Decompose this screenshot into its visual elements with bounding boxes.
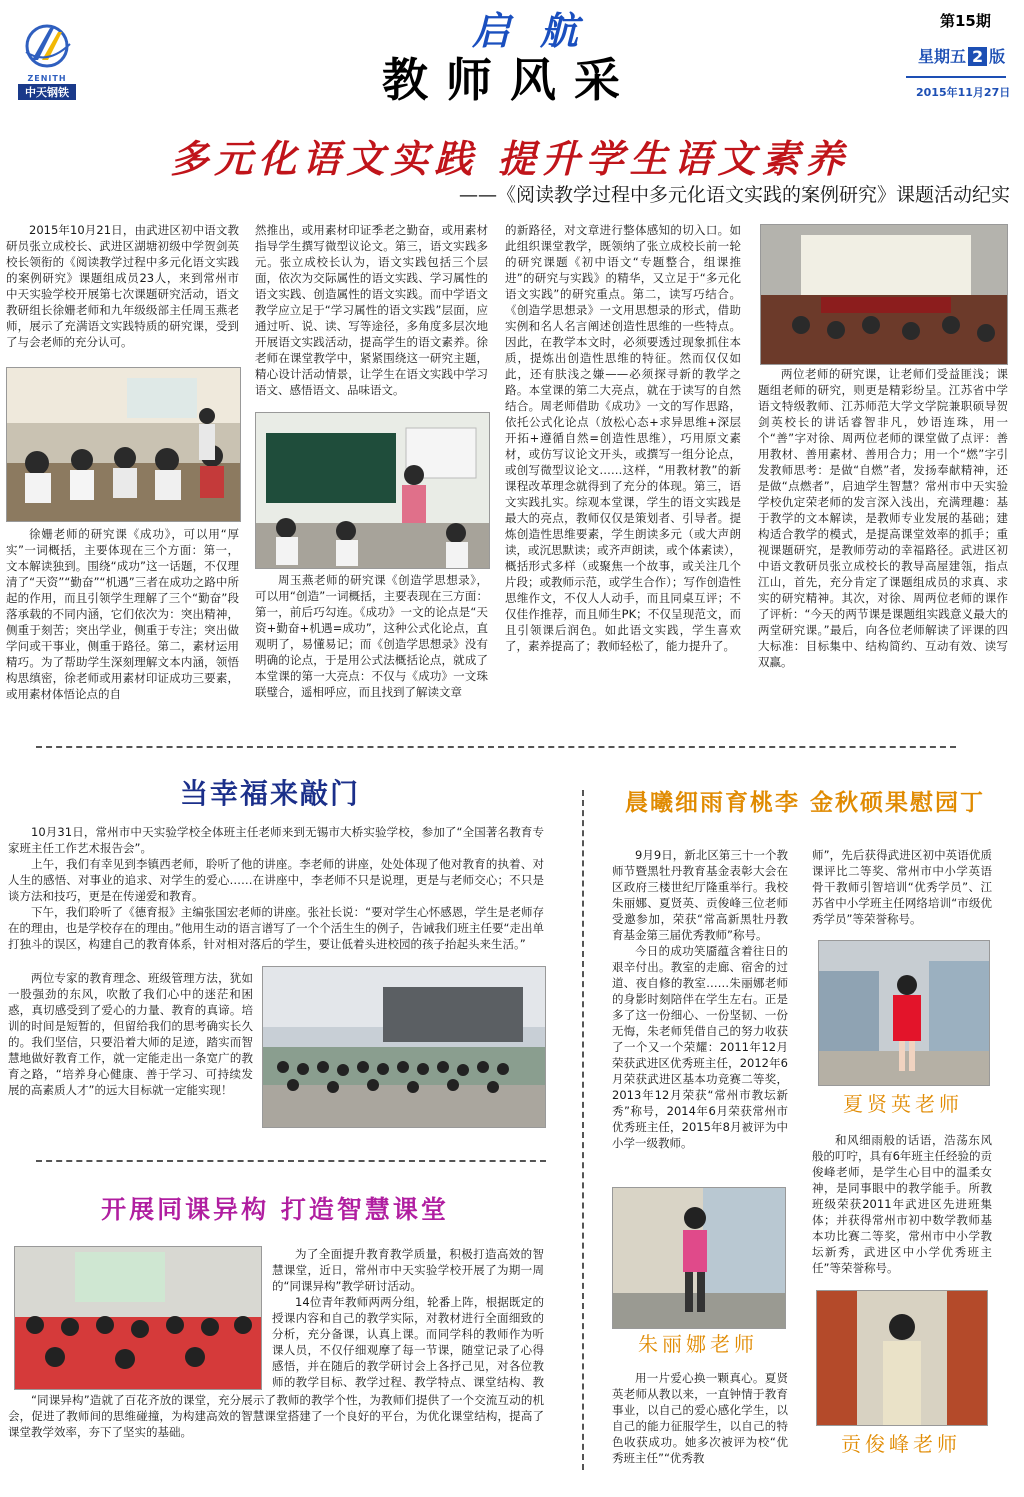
happy-paragraph-1: 10月31日，常州市中天实验学校全体班主任老师来到无锡市大桥实验学校，参加了“全国著名教育专家班主任工作艺术报告会”。	[8, 825, 544, 855]
masthead-title: 教师风采	[382, 53, 638, 107]
section-divider-horizontal	[36, 746, 956, 748]
weekday: 星期五	[918, 47, 967, 66]
gong-portrait-photo	[816, 1290, 988, 1426]
section-divider-vertical	[582, 790, 584, 1470]
happy-group-photo	[262, 966, 546, 1128]
seminar-photo-icon	[761, 225, 1007, 364]
happy-text-p3	[8, 904, 544, 968]
zenith-logo-icon	[18, 22, 76, 74]
happy-text-p4	[8, 970, 253, 1098]
xia-name-caption: 夏贤英老师	[843, 1092, 963, 1116]
page-suffix: 版	[989, 47, 1006, 66]
teacher-lecture-photo-icon	[256, 413, 489, 568]
lead-col4-caption-text: 两位老师的研究课，让老师们受益匪浅；课题组老师的研究，则更是精彩纷呈。江苏省中学语文特级教师、江苏师范大学文学院兼职硕导贺剑英校长的讲话睿智非凡，妙语连珠，用一个“善”字对徐、周两位老师的课堂做了点评：善用教材、善用素材、善用合力；用一个“燃”字引发教师思考：是做“自燃”者，发扬奉献精神，还是做“点燃者”，启迪学生智慧？常州市中天实验学校仇定荣老师的发言深入浅出，充满理趣：基于教学的文本解读，是教师专业发展的基础；建构适合教学的模式，是提高课堂效率的抓手；重视课题研究，是教师劳动的幸福路径。武进区初中语文教研员张立成校长的教导高屋建瓴，指点江山，首先，充分肯定了课题组成员的求真、求实的研究精神。其次，对徐、周两位老师的课作了评析：“今天的两节课是课题组实践意义最大的两堂研究课。”最后，向各位老师解读了评课的四大标准：目标集中、结构简约、互动有效、读写双赢。	[758, 367, 1008, 669]
group-photo-icon	[263, 967, 545, 1127]
gong-name-caption: 贡俊峰老师	[841, 1432, 961, 1456]
masthead-logo	[18, 22, 76, 99]
happy-paragraph-3: 下午，我们聆听了《德育报》主编张国宏老师的讲座。张社长说：“要对学生心怀感恩，学生是老师存在的理由，也是学校存在的理由。”他用生动的语言谱写了一个个活生生的例子，告诫我们班主任要“走出单打独斗的误区，构建自己的教育体系，针对相对落后的学生，要让低着头进校园的孩子抬起头来生活。”	[8, 905, 544, 951]
lead-col2-text	[255, 222, 488, 398]
issue-number: 第15期	[940, 12, 991, 30]
weekday-page	[918, 44, 1005, 67]
xia-portrait-photo	[818, 940, 990, 1086]
kaizhan-paragraph-3: “同课异构”造就了百花齐放的课堂，充分展示了教师的教学个性，为教师们提供了一个交流互动的机会，促进了教师间的思维碰撞，为构建高效的智慧课堂搭建了一个良好的平台，为优化课堂结构，提高了课堂教学效率，夯下了坚实的基础。	[8, 1393, 544, 1439]
kaizhan-paragraph-1: 为了全面提升教育教学质量，积极打造高效的智慧课堂，近日，常州市中天实验学校开展了为期一周的“同课异构”教学研讨活动。	[272, 1247, 544, 1293]
lead-col1-text	[6, 222, 239, 350]
kaizhan-classroom-photo	[14, 1246, 262, 1390]
masthead-rule	[906, 76, 1006, 78]
happy-headline: 当幸福来敲门	[179, 777, 360, 810]
page-number-badge: 2	[968, 47, 987, 66]
classroom-photo-icon	[7, 368, 240, 521]
issue-date: 2015年11月27日	[916, 86, 1011, 99]
zhu-name-caption: 朱丽娜老师	[638, 1332, 758, 1356]
kaizhan-headline: 开展同课异构 打造智慧课堂	[101, 1195, 449, 1224]
lead-col2-paragraph: 然推出，或用素材印证季老之勤奋，或用素材指导学生撰写微型议论文。第三，语文实践多元。张立成校长认为，语文实践包括三个层面，依次为交际属性的语文实践、学习属性的语文实践、创造属性的语文实践。而中学语文教学应立足于“学习属性的语文实践”层面，应通过听、说、读、写等途径，多角度多层次地开展语文实践活动，提高学生的语文素养。徐老师在课堂教学中，紧紧围绕这一研究主题，精心设计活动情景，让学生在语文实践中学习语文、感悟语文、品味语文。	[255, 223, 488, 397]
open-class-photo-icon	[15, 1247, 261, 1389]
masthead-kicker: 启航	[471, 8, 608, 53]
portrait-photo-icon	[613, 1188, 785, 1328]
chenxi-headline: 晨曦细雨育桃李 金秋硕果慰园丁	[624, 789, 985, 816]
lead-photo-seminar	[760, 224, 1008, 365]
lead-col3-paragraph: 的新路径，对文章进行整体感知的切入口。如此组织课堂教学，既领纳了张立成校长前一轮的研究课题《初中语文“专题整合，组课推进”的研究与实践》的精华，又立足于“多元化语文实践”的研究重点。第二，读写巧结合。《创造学思想录》一文用思想录的形式，借助实例和名人名言阐述创造性思维的一些特点。因此，在教学本文时，必须要透过现象抓住本质，提炼出创造性思维的特征。然而仅仅如此，还有肤浅之嫌——必须探寻新的教学之路。本堂课的第二大亮点，就在于读写的自然结合。周老师借助《成功》一文的写作思路，依托公式化论点（放松心态+求异思维+深层开拓+遵循自然=创造性思维），巧用原文素材，或仿写议论文开头，或撰写一组分论点，或创写微型议论文……这样，“用教材教”的新课程改革理念就得到了充分的体现。第三，语文实践扎实。综观本堂课，学生的语文实践是最大的亮点，教师仅仅是策划者、引导者。提炼创造性思维要素，学生朗读多元（或大声朗读，或沉思默读；或齐声朗读，或个体素读），概括形式多样（或聚焦一个故事，或关注几个片段；或教师示范，或学生合作）；写作创造性思维作文，不仅人人动手，而且同桌互评；不仅佳作推荐，而且师生PK；不仅呈现范文，而且引领课后润色。如此语文实践，学生喜欢了，素养提高了；教师轻松了，能力提升了。	[505, 223, 741, 653]
lead-col1-caption	[6, 526, 239, 702]
lead-col3-text	[505, 222, 741, 654]
xia-paragraph-top: 用一片爱心换一颗真心。夏贤英老师从教以来，一直钟情于教育事业，以自己的爱心感化学生，以自己的能力征服学生，以自己的特色收获成功。她多次被评为校“优秀班主任”“优秀教	[612, 1371, 788, 1465]
lead-col2-caption-text: 周玉燕老师的研究课《创造学思想录》，可以用“创造”一词概括，主要表现在三方面：第一，前后巧勾连。《成功》一文的论点是“天资+勤奋+机遇=成功”，这种公式化论点，直观明了，易懂易记；而《创造学思想录》没有明确的论点，于是用公式法概括论点，就成了本堂课的第一大亮点：不仅与《成功》一文珠联璧合，遥相呼应，而且找到了解读文章	[255, 573, 488, 699]
zhu-paragraph-1: 9月9日，新北区第三十一个教师节暨黑牡丹教育基金表彰大会在区政府三楼世纪厅隆重举行。我校朱丽娜、夏贤英、贡俊峰三位老师受邀参加，荣获“常高新黑牡丹教育基金第三届优秀教师”称号。	[612, 848, 788, 942]
happy-paragraph-4: 两位专家的教育理念、班级管理方法，犹如一股强劲的东风，吹散了我们心中的迷茫和困惑，真切感受到了爱心的力量、教育的真谛。培训的时间是短暂的，但留给我们的思考确实长久的。我们坚信，只要沿着大师的足迹，踏实而智慧地做好教育工作，就一定能走出一条宽广的教育之路，“培养身心健康、善于学习、可持续发展的高素质人才”的远大目标就一定能实现！	[8, 971, 253, 1097]
lead-photo-classroom-1	[6, 367, 241, 522]
lead-col1-caption-text: 徐姗老师的研究课《成功》，可以用“厚实”一词概括，主要体现在三个方面：第一，文本解读独到。围绕“成功”这一话题，不仅理清了“天资”“勤奋”“机遇”三者在成功之路中所起的作用，而且引领学生理解了三个“勤奋”段落承载的不同内涵，它们依次为：突出精神，侧重于刻苦；突出学业，侧重于专注；突出做学问或干事业，侧重于路径。第二，素材运用精巧。为了帮助学生深刻理解文本内涵，领悟构思缜密，徐老师或用素材印证成功三要素，或用素材体悟论点的自	[6, 527, 239, 701]
happy-text-top	[8, 824, 544, 904]
lead-photo-classroom-2	[255, 412, 490, 569]
portrait-photo-icon	[817, 1291, 987, 1425]
portrait-photo-icon	[819, 941, 989, 1085]
lead-col4-caption	[758, 366, 1008, 670]
kaizhan-paragraph-2: 14位青年教师两两分组，轮番上阵，根据既定的授课内容和自己的教学实际，对教材进行全面细致的分析，充分备课，认真上课。而同学科的教师作为听课人员，不仅仔细观摩了每一节课，随堂记录了心得感悟，并在随后的教学研讨会上各抒己见，对各位教师的教学目标、教学过程、教学特点、课堂结构、教	[272, 1295, 544, 1389]
xia-text-right	[812, 847, 992, 927]
happy-paragraph-2: 上午，我们有幸见到李镇西老师，聆听了他的讲座。李老师的讲座，处处体现了他对教育的执着、对人生的感悟、对事业的追求、对学生的爱心……在讲座中，李老师不只是说理，更是与老师交心；不只是谈方法和技巧，更是在传递爱和教育。	[8, 857, 544, 903]
kaizhan-text-right	[272, 1246, 544, 1390]
zhu-paragraph-2: 今日的成功笑靥蕴含着往日的艰辛付出。教室的走廊、宿舍的过道、夜自修的教室……朱丽娜老师的身影时刻陪伴在学生左右。正是多了这一份细心、一份坚韧、一份无悔，朱老师凭借自己的努力收获了一个又一个荣耀：2011年12月荣获武进区优秀班主任，2012年6月荣获武进区基本功竞赛二等奖，2013年12月荣获“常州市教坛新秀”称号，2014年6月荣获常州市优秀班主任，2015年8月被评为中小学一级教师。	[612, 944, 788, 1150]
gong-paragraph: 和风细雨般的话语，浩荡东风般的叮咛，具有6年班主任经验的贡俊峰老师，是学生心目中的温柔女神，是同事眼中的教学能手。所教班级荣获2011年武进区先进班集体；并获得常州市初中数学教师基本功比赛二等奖，常州市中小学教坛新秀，武进区中小学优秀班主任”等荣誉称号。	[812, 1133, 992, 1275]
lead-col1-paragraph: 2015年10月21日，由武进区初中语文教研员张立成校长、武进区湖塘初级中学贺剑英校长领衔的《阅读教学过程中多元化语文实践的案例研究》课题组成员23人，来到常州市中天实验学校开展第七次课题研究活动，语文教研组长徐姗老师和九年级级部主任周玉燕老师，展示了充满语文实践特质的研究课，受到了与会老师的充分认可。	[6, 223, 239, 349]
section-divider-left	[36, 1160, 546, 1162]
lead-col2-caption	[255, 572, 488, 700]
zhu-text	[612, 847, 788, 1151]
zhu-portrait-photo	[612, 1187, 786, 1329]
xia-paragraph-right: 师”，先后获得武进区初中英语优质课评比二等奖、常州市中小学英语骨干教师引智培训“优秀学员”、江苏省中小学班主任网络培训“市级优秀学员”等荣誉称号。	[812, 848, 992, 926]
lead-subhead: ——《阅读教学过程中多元化语文实践的案例研究》课题活动纪实	[458, 184, 1010, 206]
gong-text	[812, 1132, 992, 1276]
logo-text: ZENITH	[27, 74, 67, 83]
logo-cn: 中天钢铁	[18, 84, 76, 100]
kaizhan-text-bottom	[8, 1392, 544, 1440]
lead-headline: 多元化语文实践 提升学生语文素养	[170, 136, 850, 181]
xia-text-bottom	[612, 1370, 788, 1466]
